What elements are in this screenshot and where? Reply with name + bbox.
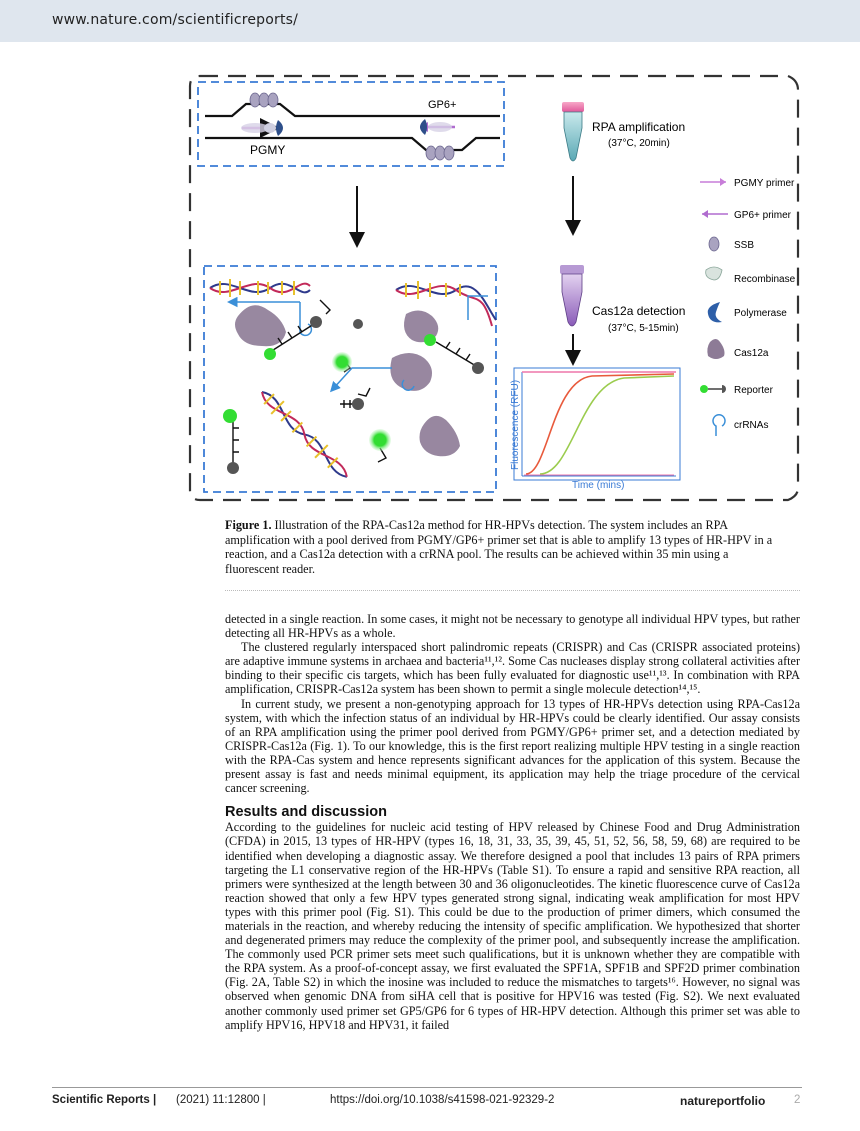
polymerase-icon <box>708 302 722 322</box>
gp6-label: GP6+ <box>428 99 457 111</box>
cas12a-condition-label: (37°C, 5-15min) <box>608 323 679 334</box>
gp6-primer-complex <box>420 119 455 135</box>
ssb-group-bottom <box>426 146 454 160</box>
legend-item: PGMY primer <box>734 178 795 189</box>
paragraph: detected in a single reaction. In some cases, it might not be necessary to genotype all individual HPV types, but rather detecting all HR-HPVs as a whole. <box>225 612 800 641</box>
gp6-primer-arrow-icon <box>702 210 708 218</box>
figure-label: Figure 1. <box>225 518 272 532</box>
dna-helix-icon <box>210 279 310 297</box>
footer-page-number: 2 <box>794 1094 801 1106</box>
pgmy-primer-complex <box>241 120 283 136</box>
figure-1-illustration <box>0 0 860 510</box>
reporter-fluorophore <box>223 334 436 451</box>
legend-item: SSB <box>734 240 755 251</box>
rpa-amplification-label: RPA amplification <box>592 120 686 134</box>
cas12a-tube-icon <box>560 265 584 326</box>
detection-box <box>204 266 496 492</box>
figure-caption <box>225 518 785 576</box>
footer-rule <box>52 1087 802 1088</box>
amplification-box <box>198 82 504 166</box>
footer-issue: (2021) 11:12800 | <box>176 1094 266 1106</box>
rpa-tube-icon <box>562 102 584 161</box>
paragraph: In current study, we present a non-genotyping approach for 13 types of HR-HPVs detection using RPA-Cas12a system, with which the infection status of an individual by HR-HPVs could be clearly identified. Our assay consists of an RPA amplification using the primer pool derived from PGMY/GP6+ primer set, and a detection mediated by CRISPR-Cas12a (Fig. 1). To our knowledge, this is the first report realizing multiple HPV testing in a single reaction with the RPA-Cas system and hence represents significant advances for the application of this system. Because the present assay is fast and needs minimal equipment, its application may help the triage procedure of the cervical cancer screening. <box>225 696 800 796</box>
ssb-group-top <box>250 93 278 107</box>
pgmy-primer-arrow-icon <box>720 178 726 186</box>
crrna-icon <box>713 415 725 436</box>
legend-item: GP6+ primer <box>734 210 791 221</box>
chart-y-label: Fluorescence (RFU) <box>510 379 521 470</box>
caption-text: Illustration of the RPA-Cas12a method for HR-HPVs detection. The system includes an RPA amplification with a pool derived from PGMY/GP6+ primer set that is able to amplify 13 types of HR-HPV in a reaction, and a Cas12a detection with a crRNA pool. The results can be achieved within 35 min using a fluorescent reader. <box>225 518 773 576</box>
legend-item: Cas12a <box>734 348 769 359</box>
cas12a-icon <box>235 305 460 456</box>
paragraph: According to the guidelines for nucleic acid testing of HPV released by Chinese Food and Drug Administration (CFDA) in 2015, 13 types of HR-HPV (types 16, 18, 31, 33, 35, 39, 45, 51, 52, 56, 58, 59, 68) are required to be identified when developing a diagnostic assay. We therefore designed a pool that includes 13 pairs of RPA primers targeting the L1 conservative region of the HR-HPVs (Table S1). To ensure a rapid and sensitive RPA reaction, all primers were synthesized at the length between 30 and 36 oligonucleotides. The kinetic fluorescence curve of Cas12a reaction showed that only a few HPV types generated strong signal, indicating weak amplification for most HPV types with this primer pool (Fig. S1). This could be due to the production of primer dimers, which consumed the materials in the reaction, and whereby reducing the intensity of specific amplification. We hypothesized that shorter and degenerated primers may reduce the complexity of the primer pool, and subsequently increase the amplification. The commonly used PCR primer sets meet such qualifications, but it is unknown whether they are compatible with the RPA system. As a proof-of-concept assay, we first evaluated the SPF1A, SPF1B and SPF2D primer combination (Fig. 2A, Table S2) in which the inosine was included to reduce the mismatches to targets¹⁶. However, no signal was observed when genomic DNA from siHA cell that is positive for HPV16 was tested (Fig. S2). We next evaluated another commonly used primer set GP5/GP6 for 6 types of HR-HPV detection. Although this primer set was able to amplify HPV16, HPV18 and HPV31, it failed <box>225 820 800 1032</box>
chart-x-label: Time (mins) <box>572 480 625 491</box>
legend-item: crRNAs <box>734 420 769 431</box>
cas12a-detection-label: Cas12a detection <box>592 304 686 318</box>
legend-item: Reporter <box>734 385 773 396</box>
ssb-icon <box>709 237 719 251</box>
footer-journal: Scientific Reports | <box>52 1094 157 1106</box>
footer-brand-logo: natureportfolio <box>680 1094 766 1108</box>
caption-divider <box>225 590 800 591</box>
legend <box>700 178 796 436</box>
article-body <box>225 612 800 1032</box>
footer-doi-link[interactable]: https://doi.org/10.1038/s41598-021-92329-2 <box>330 1094 555 1106</box>
rpa-condition-label: (37°C, 20min) <box>608 138 670 149</box>
site-url[interactable]: www.nature.com/scientificreports/ <box>52 12 299 28</box>
kinetic-curve-chart <box>510 368 680 491</box>
cas12a-icon <box>707 339 724 359</box>
legend-item: Recombinase <box>734 274 796 285</box>
paragraph: The clustered regularly interspaced short palindromic repeats (CRISPR) and Cas (CRISPR associated proteins) are adaptive immune systems in archaea and bacteria¹¹,¹². Some Cas nucleases display strong collateral activities after binding to their specific cis targets, which has been fully evaluated for diagnostic use¹¹,¹³. In combination with RPA amplification, CRISPR-Cas12a system has been shown to permit a single molecule detection¹⁴,¹⁵. <box>225 640 800 697</box>
pgmy-label: PGMY <box>250 143 286 157</box>
recombinase-icon <box>706 267 722 280</box>
section-heading: Results and discussion <box>225 804 387 821</box>
dna-helix-icon <box>256 386 354 484</box>
legend-item: Polymerase <box>734 308 787 319</box>
reporter-icon <box>700 385 726 393</box>
